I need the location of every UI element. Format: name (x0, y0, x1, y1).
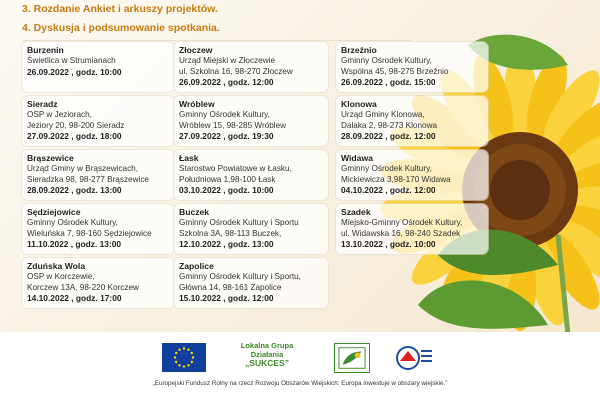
meeting-title: Widawa (341, 153, 373, 163)
meeting-address: Wróblew 15, 98-285 Wróblew (179, 120, 287, 130)
meeting-card (22, 258, 174, 308)
meeting-address: Wspólna 45, 98-275 Brzeźnio (341, 66, 449, 76)
meeting-card (22, 204, 174, 254)
meeting-card (22, 96, 174, 146)
meeting-date: 15.10.2022 , godz. 12:00 (179, 293, 274, 303)
meeting-date: 26.09.2022 , godz. 12:00 (179, 77, 274, 87)
leader-logo (334, 343, 370, 373)
meeting-title: Brąszewice (27, 153, 74, 163)
meeting-title: Wróblew (179, 99, 215, 109)
meeting-title: Zduńska Wola (27, 261, 86, 271)
meeting-address: Urząd Miejski w Złoczewie (179, 56, 275, 65)
meeting-address: Starostwo Powiatowe w Łasku, (179, 164, 292, 173)
meeting-address: Urząd Gminy w Brąszewicach, (27, 164, 139, 173)
meeting-address: Jeziory 20, 98-200 Sieradz (27, 120, 125, 130)
meeting-address: Gminny Ośrodek Kultury, (27, 218, 118, 227)
meeting-date: 14.10.2022 , godz. 17:00 (27, 293, 122, 303)
meeting-date: 27.09.2022 , godz. 19:30 (179, 131, 274, 141)
meeting-title: Burzenin (27, 45, 64, 55)
meeting-address: Gminny Ośrodek Kultury i Sportu, (179, 272, 301, 281)
meeting-address: Mickiewicza 3,98-170 Widawa (341, 174, 451, 184)
meeting-title: Sędziejowice (27, 207, 81, 217)
meeting-title: Złoczew (179, 45, 213, 55)
meeting-date: 11.10.2022 , godz. 13:00 (27, 239, 122, 249)
meeting-address: OSP w Korczewie, (27, 272, 95, 281)
meeting-card (174, 258, 328, 308)
meeting-card (22, 42, 174, 92)
meeting-address: Gminny Ośrodek Kultury, (179, 110, 270, 119)
meeting-address: Korczew 13A, 98-220 Korczew (27, 282, 139, 292)
footnote: „Europejski Fundusz Rolny na rzecz Rozwoju Obszarów Wiejskich: Europa inwestuje w obszary wiejskie.” (152, 380, 448, 387)
meeting-date: 27.09.2022 , godz. 18:00 (27, 131, 122, 141)
meeting-date: 03.10.2022 , godz. 10:00 (179, 185, 274, 195)
meeting-card (336, 204, 488, 254)
meeting-date: 04.10.2022 , godz. 12:00 (341, 185, 436, 195)
meeting-address: Wieluńska 7, 98-160 Sędziejowice (27, 228, 152, 238)
meeting-card (174, 96, 328, 146)
meeting-address: ul. Szkolna 16, 98-270 Złoczew (179, 66, 293, 76)
meeting-date: 28.09.2022 , godz. 13:00 (27, 185, 122, 195)
meeting-date: 26.09.2022 , godz. 15:00 (341, 77, 436, 87)
lgd-name: „SUKCES” (245, 358, 289, 368)
meeting-card (336, 96, 488, 146)
lgd-line: Lokalna Grupa (240, 341, 294, 350)
meeting-address: Dalaka 2, 98-273 Klonowa (341, 120, 438, 130)
meeting-title: Szadek (341, 207, 371, 217)
meeting-title: Brzeźnio (341, 45, 377, 55)
meeting-title: Klonowa (341, 99, 377, 109)
meeting-card (22, 150, 174, 200)
meeting-date: 13.10.2022 , godz. 10:00 (341, 239, 436, 249)
divider (22, 40, 412, 41)
meeting-address: Gminny Ośrodek Kultury, (341, 164, 432, 173)
eu-flag-logo (162, 343, 206, 372)
footer (0, 332, 600, 400)
prow-logo (394, 343, 434, 373)
meeting-date: 28.09.2022 , godz. 12:00 (341, 131, 436, 141)
meeting-address: OSP w Jeziorach, (27, 110, 92, 119)
agenda-item: 3. Rozdanie Ankiet i arkuszy projektów. (22, 3, 218, 15)
meeting-address: Główna 14, 98-161 Zapolice (179, 282, 282, 292)
meeting-address: ul. Widawska 16, 98-240 Szadek (341, 228, 461, 238)
agenda-list (22, 0, 220, 38)
meeting-address: Sieradzka 98, 98-277 Brąszewice (27, 174, 149, 184)
meeting-card (336, 42, 488, 92)
lgd-logo (234, 341, 300, 368)
meeting-title: Łask (179, 153, 199, 163)
meeting-title: Zapolice (179, 261, 214, 271)
meeting-address: Gminny Ośrodek Kultury, (341, 56, 432, 65)
meeting-card (174, 42, 328, 92)
meeting-title: Sieradz (27, 99, 58, 109)
meeting-address: Urząd Gminy Klonowa, (341, 110, 425, 119)
meeting-address: Miejsko-Gminny Ośrodek Kultury, (341, 218, 463, 227)
meeting-card (174, 204, 328, 254)
meeting-address: Południowa 1,98-100 Łask (179, 174, 276, 184)
meeting-title: Buczek (179, 207, 210, 217)
agenda-item: 4. Dyskusja i podsumowanie spotkania. (22, 22, 220, 34)
meeting-address: Gminny Ośrodek Kultury i Sportu (179, 218, 299, 227)
meeting-date: 12.10.2022 , godz. 13:00 (179, 239, 274, 249)
meeting-card (174, 150, 328, 200)
meeting-card (336, 150, 488, 200)
meeting-address: Szkolna 3A, 98-113 Buczek, (179, 228, 282, 238)
meeting-date: 26.09.2022 , godz. 10:00 (27, 66, 122, 77)
lgd-line: Działania (250, 350, 284, 359)
meeting-address: Świetlica w Strumianach (27, 56, 116, 65)
